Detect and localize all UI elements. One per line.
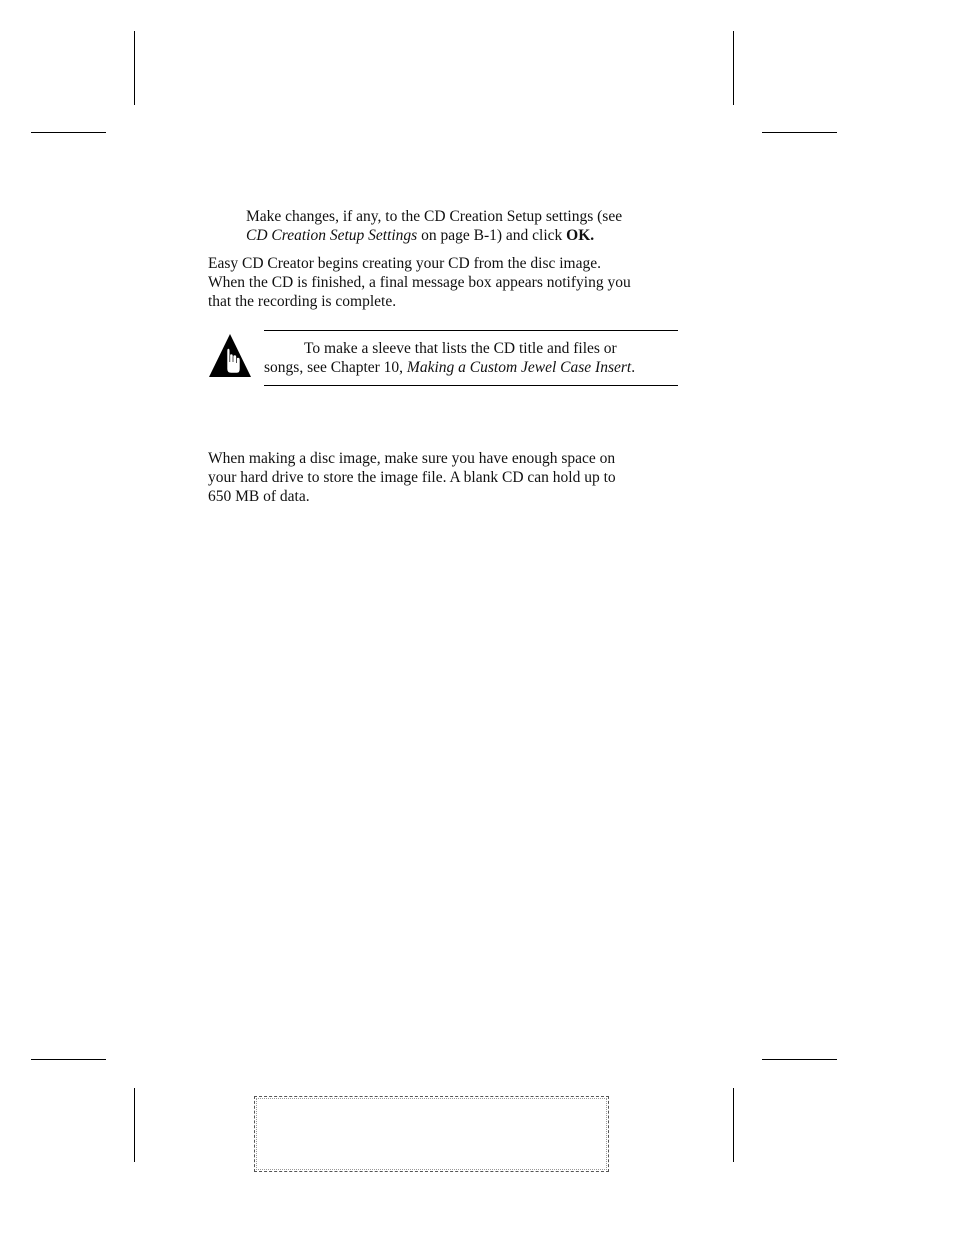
step-line-2	[246, 226, 686, 245]
paragraph1-line-2: When the CD is finished, a final message box appears notifying you	[208, 274, 631, 291]
crop-mark-bottom-right-horizontal	[762, 1059, 837, 1060]
paragraph1-line-1: Easy CD Creator begins creating your CD from the disc image.	[208, 255, 601, 272]
paragraph1-line-3: that the recording is complete.	[208, 293, 397, 310]
note-line-1: To make a sleeve that lists the CD title and files or	[304, 340, 617, 357]
crop-mark-top-left-horizontal	[31, 132, 106, 133]
setup-settings-reference: CD Creation Setup Settings	[246, 227, 418, 244]
note-top-rule	[264, 330, 678, 331]
paragraph2-line-3: 650 MB of data.	[208, 488, 310, 505]
disc-space-paragraph	[208, 449, 688, 506]
note-line-2-start: songs, see Chapter 10,	[264, 359, 407, 376]
paragraph2-line-1: When making a disc image, make sure you have enough space on	[208, 450, 616, 467]
pointing-hand-warning-icon	[208, 333, 252, 378]
step-instruction	[246, 207, 686, 245]
paragraph2-line-2: your hard drive to store the image file. A blank CD can hold up to	[208, 469, 616, 486]
note-bottom-rule	[264, 385, 678, 386]
note-text	[264, 339, 684, 377]
chapter-title-reference: Making a Custom Jewel Case Insert	[406, 359, 632, 376]
crop-mark-top-right-horizontal	[762, 132, 837, 133]
note-line-2-end: .	[631, 359, 636, 376]
footer-placeholder-box	[254, 1096, 609, 1172]
crop-mark-bottom-left-horizontal	[31, 1059, 106, 1060]
creation-paragraph	[208, 254, 688, 311]
ok-label: OK.	[566, 227, 595, 244]
crop-mark-bottom-left-vertical	[134, 1088, 135, 1162]
crop-mark-bottom-right-vertical	[733, 1088, 734, 1162]
step-line-2-mid: on page B-1) and click	[417, 227, 567, 244]
step-line-1: Make changes, if any, to the CD Creation Setup settings (see	[246, 208, 623, 225]
crop-mark-top-right-vertical	[733, 31, 734, 105]
note-line-2	[264, 358, 684, 377]
crop-mark-top-left-vertical	[134, 31, 135, 105]
